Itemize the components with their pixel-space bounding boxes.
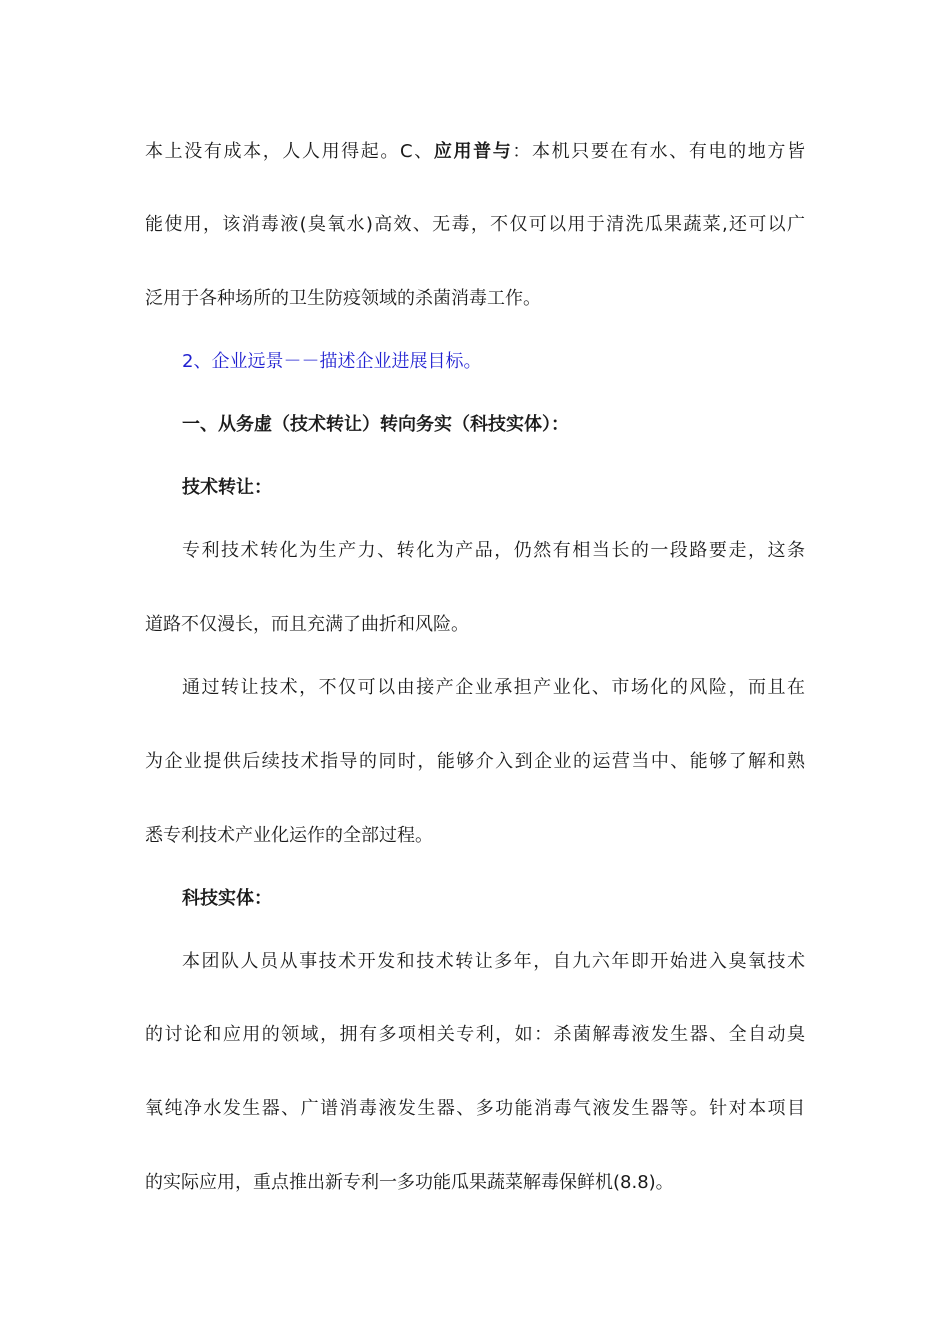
bold-run: 应用普与 bbox=[433, 141, 513, 162]
paragraph-2-line-1: 专利技术转化为生产力、转化为产品，仍然有相当长的一段路要走，这条 bbox=[182, 540, 805, 561]
heading-one: 一、从务虚（技术转让）转向务实（科技实体）： bbox=[182, 414, 569, 435]
paragraph-1-line-1 bbox=[145, 139, 805, 165]
paragraph-4-line-2: 的讨论和应用的领域，拥有多项相关专利，如：杀菌解毒液发生器、全自动臭 bbox=[145, 1024, 805, 1045]
paragraph-4-line-3: 氧纯净水发生器、广谱消毒液发生器、多功能消毒气液发生器等。针对本项目 bbox=[145, 1098, 805, 1119]
paragraph-1-line-3: 泛用于各种场所的卫生防疫领域的杀菌消毒工作。 bbox=[145, 288, 541, 309]
paragraph-2-line-2: 道路不仅漫长，而且充满了曲折和风险。 bbox=[145, 614, 469, 635]
paragraph-3-line-3: 悉专利技术产业化运作的全部过程。 bbox=[145, 825, 433, 846]
section-heading: 2、企业远景－－描述企业进展目标。 bbox=[182, 351, 482, 372]
subheading-tech-transfer: 技术转让： bbox=[182, 477, 272, 498]
text-run: 本上没有成本，人人用得起。C、 bbox=[145, 141, 434, 162]
paragraph-3-line-1: 通过转让技术，不仅可以由接产企业承担产业化、市场化的风险，而且在 bbox=[182, 677, 805, 698]
paragraph-4-line-1: 本团队人员从事技术开发和技术转让多年，自九六年即开始进入臭氧技术 bbox=[182, 951, 805, 972]
paragraph-3-line-2: 为企业提供后续技术指导的同时，能够介入到企业的运营当中、能够了解和熟 bbox=[145, 751, 805, 772]
paragraph-4-line-4: 的实际应用，重点推出新专利一多功能瓜果蔬菜解毒保鲜机(8.8)。 bbox=[145, 1172, 674, 1193]
subheading-tech-entity: 科技实体： bbox=[182, 888, 272, 909]
text-run: ：本机只要在有水、有电的地方皆 bbox=[512, 141, 806, 162]
paragraph-1-line-2: 能使用，该消毒液(臭氧水)高效、无毒，不仅可以用于清洗瓜果蔬菜,还可以广 bbox=[145, 214, 805, 235]
